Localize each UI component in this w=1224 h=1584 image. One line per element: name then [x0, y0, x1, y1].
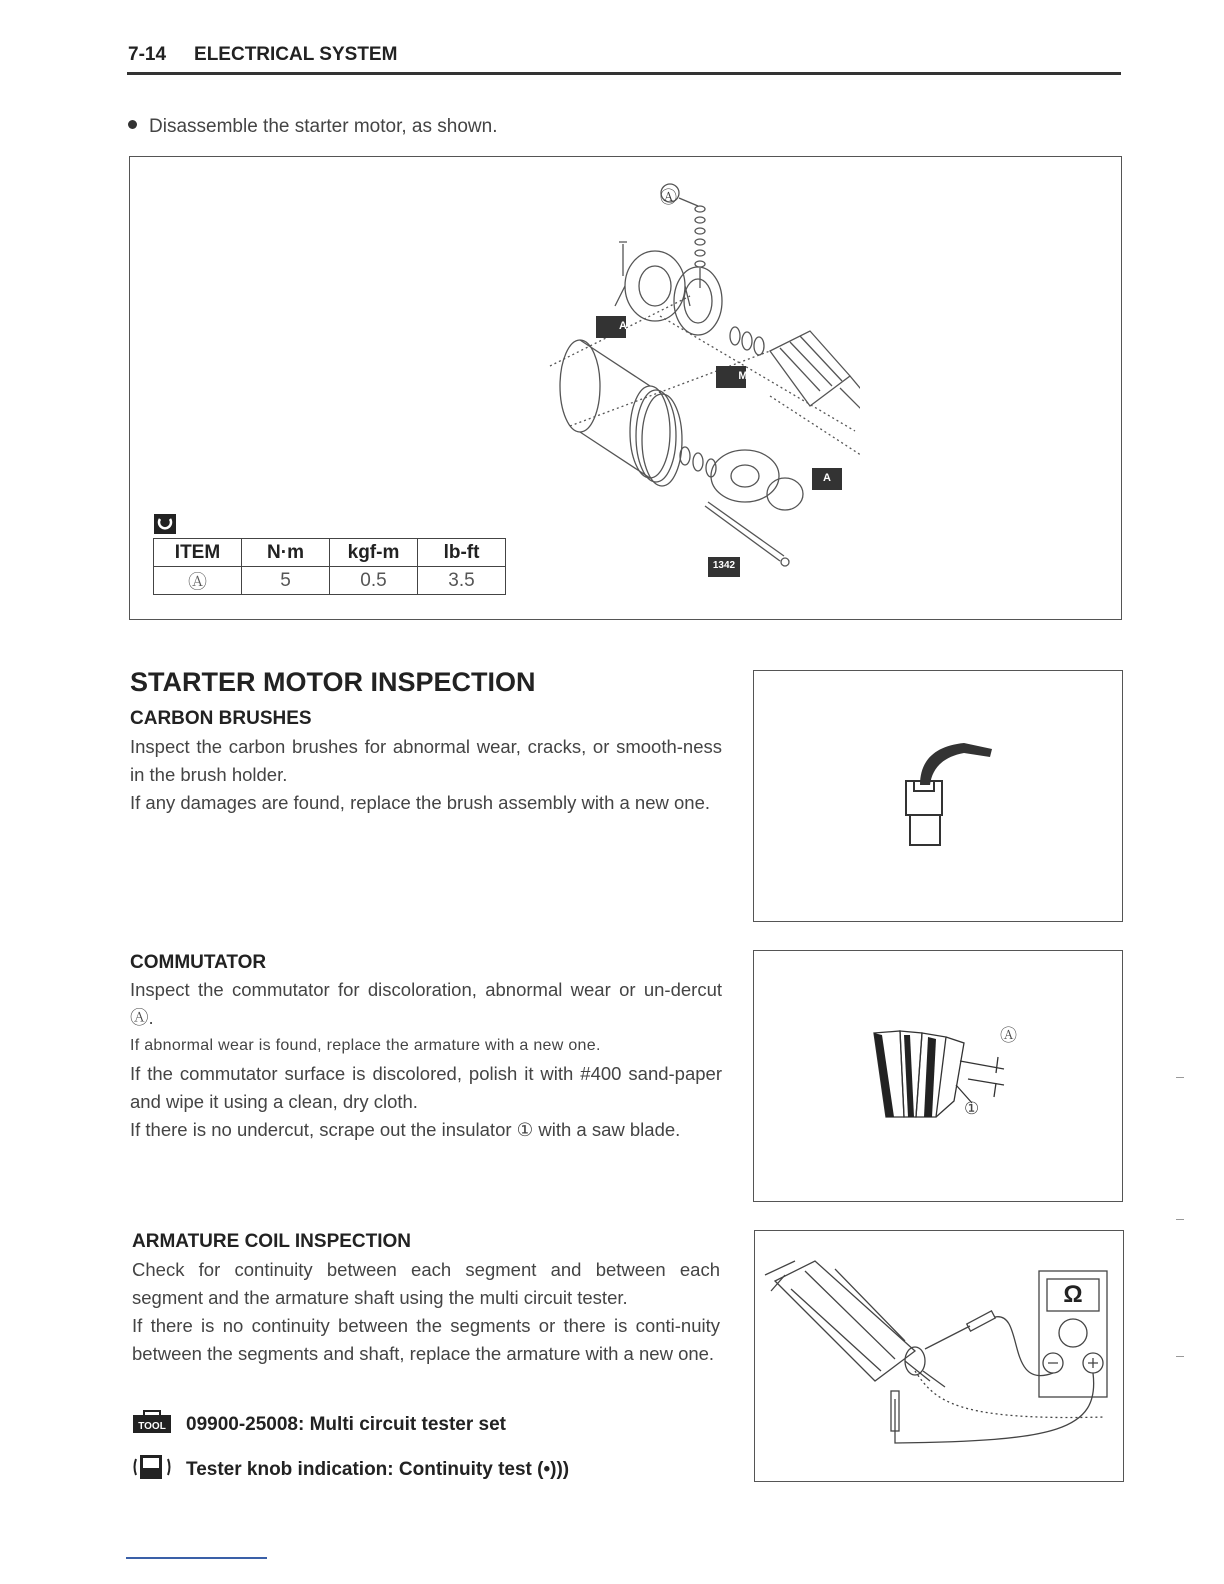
torque-cell-kgfm: 0.5 — [330, 567, 418, 595]
tester-knob-icon — [132, 1453, 172, 1487]
page-number: 7-14 — [128, 44, 167, 65]
armature-heading: ARMATURE COIL INSPECTION — [132, 1231, 412, 1252]
margin-mark — [1176, 1077, 1184, 1078]
torque-header-item: ITEM — [154, 539, 242, 567]
commutator-paragraph-1: Inspect the commutator for discoloration, abnormal wear or un-dercut Ⓐ. — [130, 979, 722, 1028]
grease-callout-A-label: A — [619, 320, 627, 332]
commutator-text — [130, 976, 722, 1144]
armature-text — [132, 1256, 720, 1368]
margin-mark — [1176, 1219, 1184, 1220]
starter-motor-exploded-drawing — [540, 176, 860, 596]
svg-text:TOOL: TOOL — [138, 1421, 166, 1432]
torque-cell-item: Ⓐ — [154, 567, 242, 595]
torque-cell-lbft: 3.5 — [418, 567, 506, 595]
section-heading: STARTER MOTOR INSPECTION — [130, 667, 536, 697]
ohm-symbol: Ω — [1063, 1281, 1083, 1308]
carbon-paragraph-1: Inspect the carbon brushes for abnormal wear, cracks, or smooth-ness in the brush holder. — [130, 736, 722, 785]
tool-part-number: 09900-25008: Multi circuit tester set — [186, 1414, 506, 1436]
grease-callout-M-label: M — [738, 370, 748, 382]
carbon-brush-figure — [753, 670, 1123, 922]
torque-header-lbft: lb-ft — [418, 539, 506, 567]
page-header — [128, 44, 397, 66]
commutator-heading: COMMUTATOR — [130, 952, 267, 973]
intro-bullet — [128, 116, 497, 138]
carbon-brush-drawing — [894, 731, 994, 851]
armature-paragraph-2: If there is no continuity between the segments or there is conti-nuity between the segments and shaft, replace the armature with a new one. — [132, 1315, 720, 1364]
armature-paragraph-1: Check for continuity between each segment and between each segment and the armature shaft using the multi circuit tester. — [132, 1259, 720, 1308]
commutator-paragraph-2: If abnormal wear is found, replace the armature with a new one. — [130, 1037, 601, 1054]
commutator-paragraph-4: If there is no undercut, scrape out the insulator ① with a saw blade. — [130, 1119, 681, 1140]
carbon-paragraph-2: If any damages are found, replace the brush assembly with a new one. — [130, 792, 711, 813]
margin-mark — [1176, 1356, 1184, 1357]
thread-lock-label: 1342 — [712, 560, 736, 571]
bullet-icon — [128, 120, 137, 129]
commutator-figure — [753, 950, 1123, 1202]
commutator-label-1: ① — [964, 1099, 980, 1118]
section-title: ELECTRICAL SYSTEM — [194, 44, 398, 65]
torque-wrench-icon — [153, 513, 177, 535]
armature-test-figure — [754, 1230, 1124, 1482]
torque-header-kgfm: kgf-m — [330, 539, 418, 567]
tool-spec-line — [132, 1410, 506, 1440]
grease-callout-A2-label: A — [823, 472, 831, 484]
torque-header-nm: N·m — [242, 539, 330, 567]
tool-icon — [132, 1410, 172, 1440]
tester-knob-text: Tester knob indication: Continuity test (•))) — [186, 1459, 570, 1481]
intro-text: Disassemble the starter motor, as shown. — [149, 116, 498, 137]
tester-knob-line — [132, 1453, 569, 1487]
callout-A-top: Ⓐ — [660, 188, 677, 207]
carbon-brushes-text — [130, 733, 722, 817]
footer-rule — [126, 1557, 267, 1559]
carbon-brushes-heading: CARBON BRUSHES — [130, 708, 312, 729]
commutator-paragraph-3: If the commutator surface is discolored, polish it with #400 sand-paper and wipe it using a clean, dry cloth. — [130, 1063, 722, 1112]
armature-tester-drawing — [755, 1231, 1125, 1483]
commutator-label-A: Ⓐ — [1000, 1026, 1017, 1045]
header-rule — [127, 72, 1121, 75]
torque-table — [153, 538, 506, 595]
torque-cell-nm: 5 — [242, 567, 330, 595]
